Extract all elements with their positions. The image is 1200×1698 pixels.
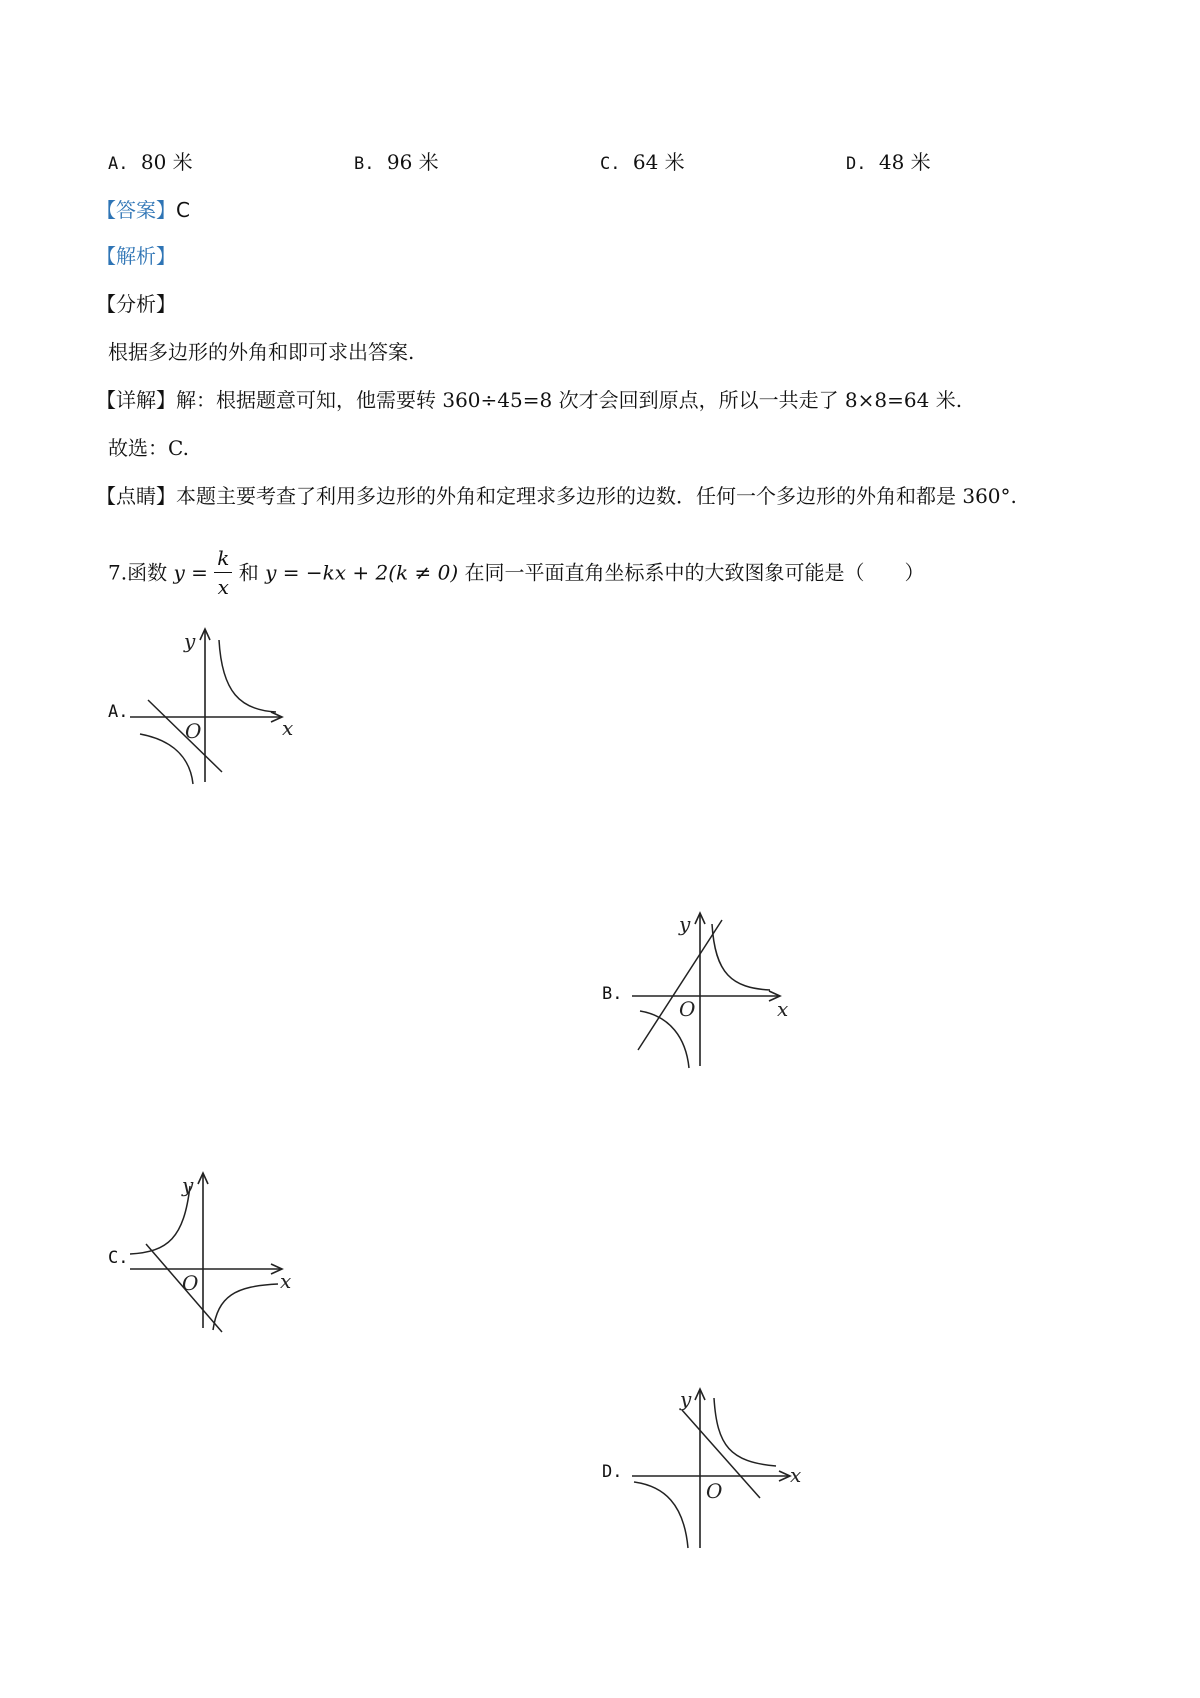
graph-c <box>130 1166 300 1338</box>
graph-a-label: A. <box>108 702 129 722</box>
graph-a-x-label: x <box>282 716 294 740</box>
graph-b-curve-q1 <box>712 924 770 990</box>
xiangjie-tag: 【详解】 <box>96 388 176 412</box>
q7-suffix: 在同一平面直角坐标系中的大致图象可能是（ ） <box>458 560 925 585</box>
q7-prefix: 7.函数 <box>108 560 174 585</box>
answer-tag: 【答案】 <box>96 198 176 222</box>
xiangjie-text: 解：根据题意可知，他需要转 360÷45=8 次才会回到原点，所以一共走了 8×8=64 米. <box>176 388 963 412</box>
q6-option-b: B. 96 米 <box>354 150 439 174</box>
graph-d-y-label: y <box>680 1387 692 1411</box>
q6-option-c: C. 64 米 <box>600 150 685 174</box>
graph-b-y-label: y <box>679 912 691 936</box>
q6-option-a: A. 80 米 <box>108 150 193 174</box>
answer-line <box>96 200 190 220</box>
graph-d-label: D. <box>602 1462 623 1482</box>
graph-b-line <box>638 920 722 1050</box>
graph-a-origin: O <box>185 719 202 743</box>
q7-question <box>108 546 924 599</box>
q7-fraction <box>214 546 232 599</box>
graph-c-curve-q4 <box>213 1284 278 1330</box>
xiangjie-line <box>96 390 962 410</box>
q7-frac-den: x <box>217 575 229 599</box>
graph-b-origin: O <box>679 997 696 1021</box>
analysis-tag: 【解析】 <box>96 244 176 268</box>
q7-mid: 和 <box>232 560 266 585</box>
q6-option-d: D. 48 米 <box>846 150 931 174</box>
graph-d <box>630 1382 810 1556</box>
fenxi-text: 根据多边形的外角和即可求出答案. <box>108 340 415 364</box>
graph-d-x-label: x <box>790 1463 802 1487</box>
graph-a <box>130 622 300 790</box>
graph-c-origin: O <box>182 1271 199 1295</box>
dianjing-line <box>96 486 1017 506</box>
graph-a-curve-q1 <box>219 640 276 712</box>
q7-frac-num: k <box>214 546 232 573</box>
graph-c-x-label: x <box>280 1269 292 1293</box>
graph-b <box>622 906 792 1074</box>
graph-a-y-label: y <box>184 629 196 653</box>
guxuan-text: 故选：C. <box>108 436 189 460</box>
graph-b-x-label: x <box>777 997 789 1021</box>
dianjing-text: 本题主要考查了利用多边形的外角和定理求多边形的边数．任何一个多边形的外角和都是 360°. <box>176 484 1017 508</box>
graph-c-y-label: y <box>182 1173 194 1197</box>
graph-b-label: B. <box>602 984 623 1004</box>
dianjing-tag: 【点睛】 <box>96 484 176 508</box>
answer-value: C <box>176 198 190 222</box>
fenxi-tag: 【分析】 <box>96 292 176 316</box>
graph-d-origin: O <box>706 1479 723 1503</box>
graph-d-curve-q3 <box>634 1482 688 1548</box>
graph-c-curve-q2 <box>130 1186 190 1254</box>
q7-y-eq: y = <box>173 560 208 585</box>
q7-func2: y = −kx + 2(k ≠ 0) <box>265 560 459 585</box>
graph-c-label: C. <box>108 1248 129 1268</box>
